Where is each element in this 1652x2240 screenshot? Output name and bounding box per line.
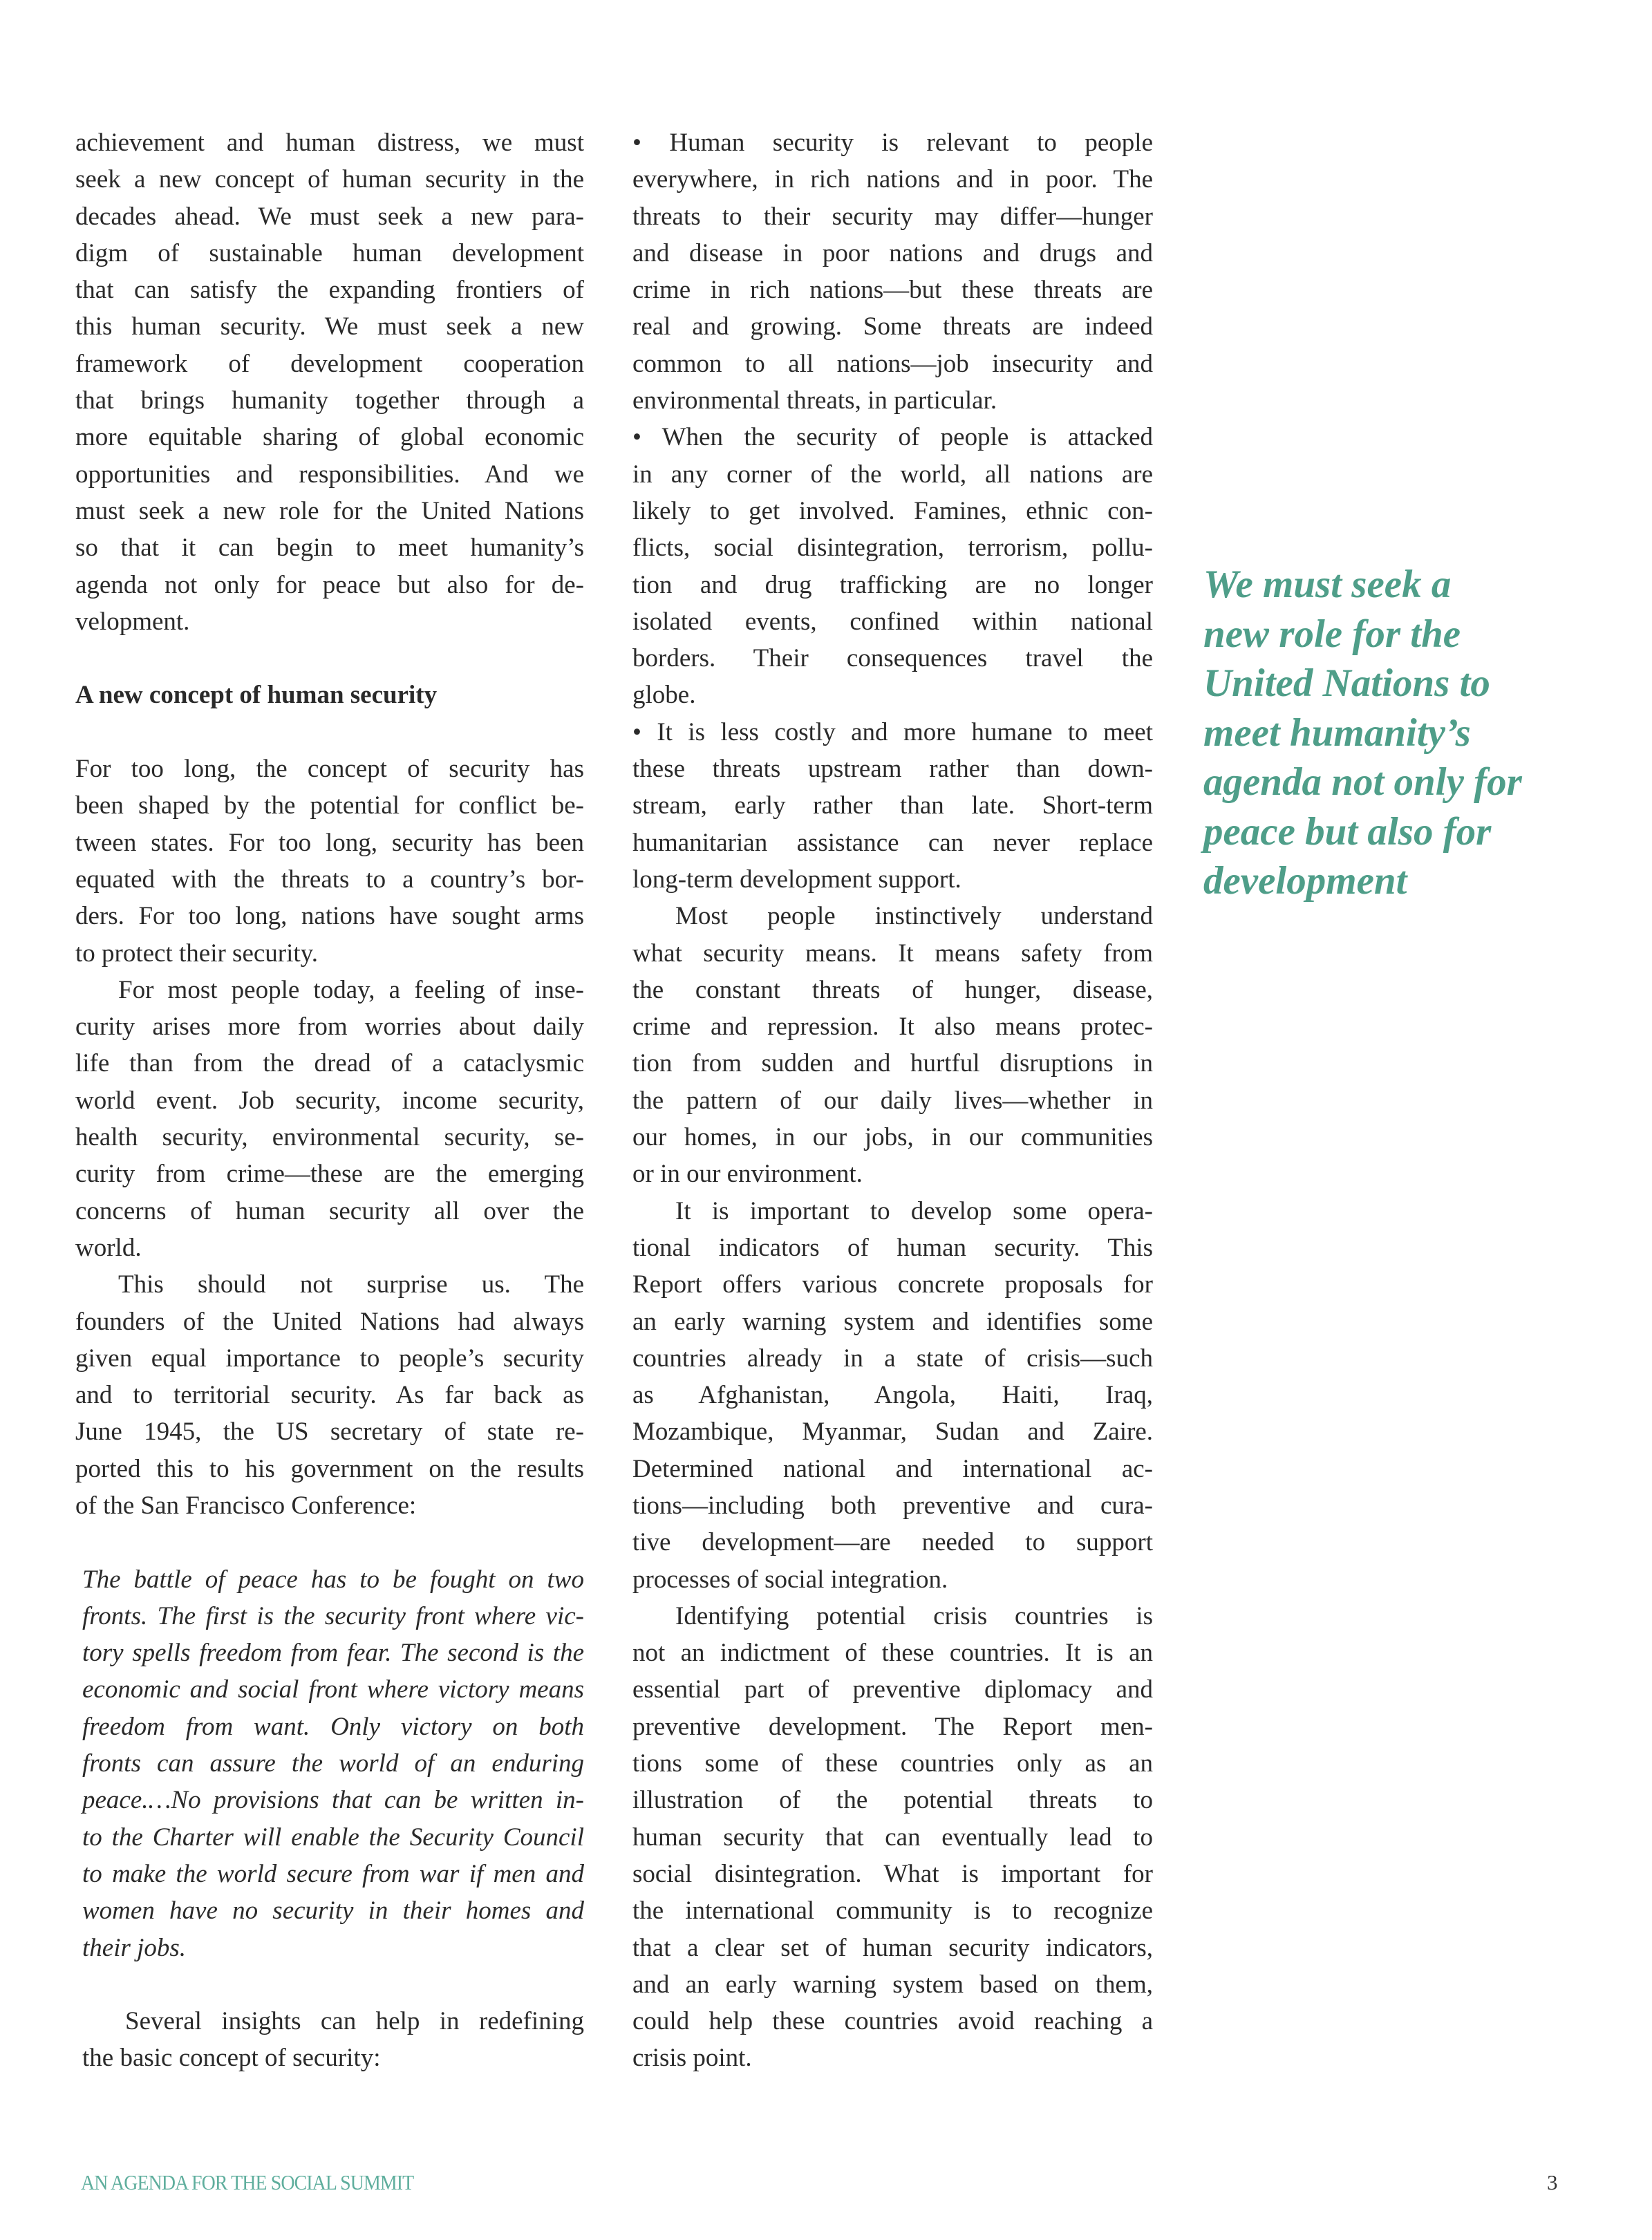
text-line: common to all nations—job insecurity and xyxy=(632,349,1153,378)
text-line: Most people instinctively understand xyxy=(675,902,1153,931)
text-line: agenda not only for peace but also for de- xyxy=(75,570,584,599)
text-line: economic and social front where victory means xyxy=(82,1675,584,1704)
text-line: A new concept of human security xyxy=(75,681,438,710)
text-line: crime in rich nations—but these threats are xyxy=(632,276,1153,305)
text-line: these threats upstream rather than down- xyxy=(632,755,1153,784)
paragraph xyxy=(632,419,1153,713)
text-line: preventive development. The Report men- xyxy=(632,1712,1153,1741)
text-line: life than from the dread of a cataclysmic xyxy=(75,1049,584,1078)
text-line: more equitable sharing of global economic xyxy=(75,423,584,452)
text-line: human security that can eventually lead to xyxy=(632,1823,1153,1852)
text-line: tions some of these countries only as an xyxy=(632,1749,1153,1778)
text-line: given equal importance to people’s security xyxy=(75,1344,584,1373)
text-line: that a clear set of human security indicators, xyxy=(632,1933,1153,1962)
text-line: that brings humanity together through a xyxy=(75,386,584,415)
text-line: • When the security of people is attacked xyxy=(632,423,1153,452)
text-line: seek a new concept of human security in the xyxy=(75,165,584,194)
text-line: tive development—are needed to support xyxy=(632,1528,1153,1557)
text-line: digm of sustainable human development xyxy=(75,238,584,267)
text-line: not an indictment of these countries. It is an xyxy=(632,1639,1153,1668)
text-line: could help these countries avoid reaching a xyxy=(632,2007,1153,2036)
footer-publication-title: AN AGENDA FOR THE SOCIAL SUMMIT xyxy=(81,2170,414,2194)
paragraph xyxy=(632,898,1153,1192)
paragraph xyxy=(75,972,584,1266)
text-line: founders of the United Nations had always xyxy=(75,1307,584,1336)
text-line: Determined national and international ac- xyxy=(632,1454,1153,1483)
paragraph xyxy=(632,1598,1153,2077)
text-line: framework of development cooperation xyxy=(75,349,584,378)
middle-text-column xyxy=(632,124,1153,2077)
paragraph xyxy=(75,124,584,640)
text-line: or in our environment. xyxy=(632,1160,863,1189)
text-line: Report offers various concrete proposals for xyxy=(632,1270,1153,1299)
text-line: fronts can assure the world of an enduring xyxy=(82,1749,584,1778)
text-line: the basic concept of security: xyxy=(82,2044,381,2073)
text-line: concerns of human security all over the xyxy=(75,1196,584,1225)
text-line: This should not surprise us. The xyxy=(118,1270,584,1299)
paragraph xyxy=(632,1193,1153,1598)
text-line: tions—including both preventive and cura- xyxy=(632,1491,1153,1520)
text-line: velopment. xyxy=(75,607,190,636)
text-line: illustration of the potential threats to xyxy=(632,1786,1153,1815)
text-line: humanitarian assistance can never replace xyxy=(632,828,1153,857)
text-line: countries already in a state of crisis—such xyxy=(632,1344,1153,1373)
spacer xyxy=(75,1966,584,2003)
text-line: • It is less costly and more humane to meet xyxy=(632,717,1153,746)
text-line: of the San Francisco Conference: xyxy=(75,1491,417,1520)
text-line: freedom from want. Only victory on both xyxy=(82,1712,584,1741)
pull-quote xyxy=(1203,560,1522,906)
text-line: in any corner of the world, all nations are xyxy=(632,460,1153,489)
text-line: threats to their security may differ—hunger xyxy=(632,202,1153,231)
text-line: globe. xyxy=(632,681,696,710)
text-line: world. xyxy=(75,1233,142,1262)
text-line: Several insights can help in redefining xyxy=(125,2007,584,2036)
text-line: stream, early rather than late. Short-term xyxy=(632,791,1153,820)
text-line: • Human security is relevant to people xyxy=(632,129,1153,157)
pull-quote-line: peace but also for xyxy=(1203,809,1492,854)
text-line: For most people today, a feeling of inse- xyxy=(118,975,584,1004)
text-line: and to territorial security. As far back as xyxy=(75,1381,584,1410)
paragraph xyxy=(75,2003,584,2077)
text-line: crisis point. xyxy=(632,2044,752,2073)
text-line: an early warning system and identifies some xyxy=(632,1307,1153,1336)
text-line: what security means. It means safety from xyxy=(632,939,1153,968)
text-line: everywhere, in rich nations and in poor. The xyxy=(632,165,1153,194)
text-line: to protect their security. xyxy=(75,939,319,968)
paragraph xyxy=(75,1266,584,1524)
text-line: to the Charter will enable the Security Council xyxy=(82,1823,584,1852)
text-line: flicts, social disintegration, terrorism, pollu- xyxy=(632,534,1153,563)
text-line: isolated events, confined within national xyxy=(632,607,1153,636)
text-line: social disintegration. What is important for xyxy=(632,1859,1153,1888)
text-line: decades ahead. We must seek a new para- xyxy=(75,202,584,231)
text-line: curity arises more from worries about daily xyxy=(75,1013,584,1042)
text-line: been shaped by the potential for conflict be- xyxy=(75,791,584,820)
text-line: processes of social integration. xyxy=(632,1565,948,1594)
text-line: equated with the threats to a country’s bor- xyxy=(75,865,584,894)
text-line: long-term development support. xyxy=(632,865,961,894)
text-line: borders. Their consequences travel the xyxy=(632,644,1153,673)
pull-quote-line: agenda not only for xyxy=(1203,760,1522,804)
text-line: real and growing. Some threats are indeed xyxy=(632,312,1153,341)
text-line: opportunities and responsibilities. And we xyxy=(75,460,584,489)
text-line: world event. Job security, income security, xyxy=(75,1086,584,1115)
text-line: must seek a new role for the United Nations xyxy=(75,496,584,525)
text-line: ported this to his government on the results xyxy=(75,1454,584,1483)
text-line: fronts. The first is the security front where vic- xyxy=(82,1601,584,1630)
text-line: crime and repression. It also means protec- xyxy=(632,1013,1153,1042)
pull-quote-line: meet humanity’s xyxy=(1203,710,1471,755)
spacer xyxy=(75,1524,584,1561)
text-line: It is important to develop some opera- xyxy=(675,1196,1153,1225)
text-line: so that it can begin to meet humanity’s xyxy=(75,534,584,563)
text-line: tional indicators of human security. This xyxy=(632,1233,1153,1262)
text-line: tory spells freedom from fear. The second is the xyxy=(82,1639,584,1668)
text-line: likely to get involved. Famines, ethnic con- xyxy=(632,496,1153,525)
text-line: tween states. For too long, security has been xyxy=(75,828,584,857)
text-line: this human security. We must seek a new xyxy=(75,312,584,341)
text-line: Identifying potential crisis countries is xyxy=(675,1601,1153,1630)
text-line: peace.…No provisions that can be written in- xyxy=(82,1786,584,1815)
text-line: tion from sudden and hurtful disruptions in xyxy=(632,1049,1153,1078)
text-line: that can satisfy the expanding frontiers of xyxy=(75,276,584,305)
text-line: ders. For too long, nations have sought arms xyxy=(75,902,584,931)
spacer xyxy=(75,714,584,751)
pull-quote-line: United Nations to xyxy=(1203,661,1490,705)
pull-quote-line: We must seek a xyxy=(1203,563,1452,606)
text-line: curity from crime—these are the emerging xyxy=(75,1160,584,1189)
text-line: their jobs. xyxy=(82,1933,187,1962)
text-line: the international community is to recognize xyxy=(632,1897,1153,1926)
pull-quote-line: new role for the xyxy=(1203,612,1461,656)
paragraph xyxy=(632,124,1153,419)
pull-quote-line: development xyxy=(1203,859,1407,903)
text-line: June 1945, the US secretary of state re- xyxy=(75,1418,584,1447)
text-line: environmental threats, in particular. xyxy=(632,386,997,415)
text-line: our homes, in our jobs, in our communities xyxy=(632,1123,1153,1152)
text-line: and an early warning system based on them, xyxy=(632,1970,1153,1999)
text-line: For too long, the concept of security has xyxy=(75,755,584,784)
text-line: The battle of peace has to be fought on two xyxy=(82,1565,584,1594)
text-line: Mozambique, Myanmar, Sudan and Zaire. xyxy=(632,1418,1153,1447)
section-heading xyxy=(75,677,584,713)
text-line: tion and drug trafficking are no longer xyxy=(632,570,1153,599)
text-line: the constant threats of hunger, disease, xyxy=(632,975,1153,1004)
text-line: health security, environmental security, se- xyxy=(75,1123,584,1152)
left-text-column xyxy=(75,124,584,2077)
text-line: achievement and human distress, we must xyxy=(75,129,584,157)
text-line: women have no security in their homes and xyxy=(82,1897,584,1926)
text-line: the pattern of our daily lives—whether in xyxy=(632,1086,1153,1115)
spacer xyxy=(75,640,584,677)
paragraph xyxy=(75,751,584,972)
page-number: 3 xyxy=(1547,2170,1558,2194)
text-line: as Afghanistan, Angola, Haiti, Iraq, xyxy=(632,1381,1153,1410)
text-line: essential part of preventive diplomacy and xyxy=(632,1675,1153,1704)
block-quote xyxy=(75,1561,584,1966)
text-line: to make the world secure from war if men and xyxy=(82,1859,584,1888)
text-line: and disease in poor nations and drugs and xyxy=(632,238,1153,267)
paragraph xyxy=(632,714,1153,898)
